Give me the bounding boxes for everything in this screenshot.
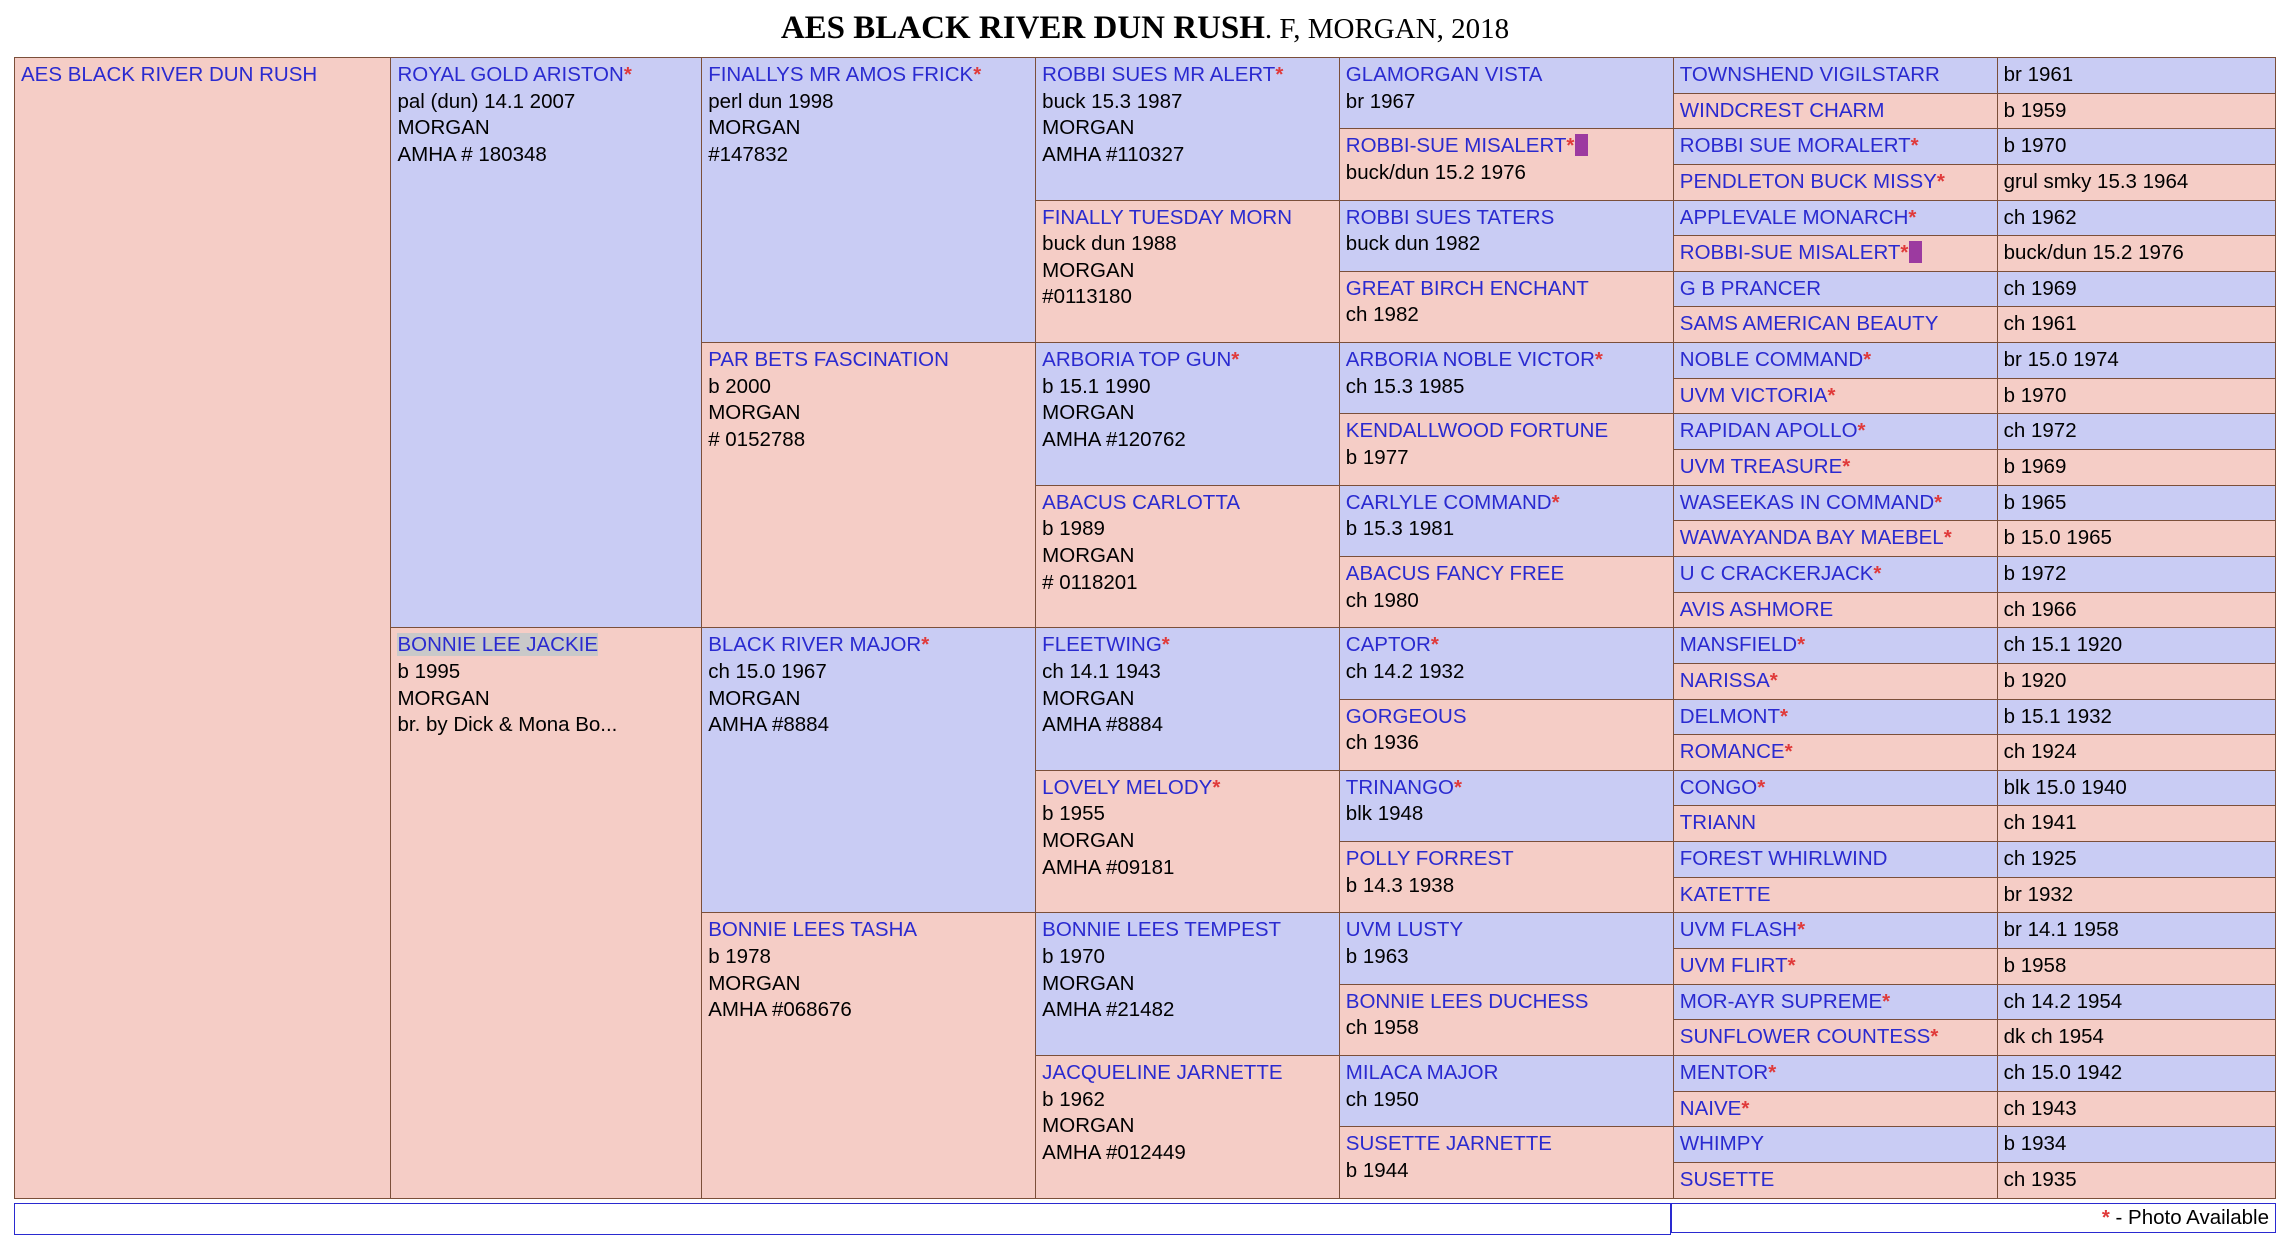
horse-detail: MORGAN (1042, 401, 1135, 425)
photo-star-icon: * (1768, 1060, 1777, 1084)
gen5-cell-4[interactable] (1339, 343, 1673, 414)
gen6-cell-17[interactable]: NARISSA* (1673, 663, 1997, 699)
horse-name: SUSETTE JARNETTE (1345, 1132, 1552, 1156)
gen6-cell-22[interactable]: FOREST WHIRLWIND (1673, 842, 1997, 878)
horse-name: ABACUS CARLOTTA (1042, 490, 1240, 514)
gen6-cell-9[interactable]: UVM VICTORIA* (1673, 378, 1997, 414)
horse-detail: buck/dun 15.2 1976 (1345, 160, 1526, 184)
gen5-cell-10[interactable] (1339, 770, 1673, 841)
color-swatch-icon (1575, 134, 1588, 156)
horse-detail-cell: ch 1966 (1997, 592, 2275, 628)
horse-detail: AMHA #8884 (1042, 713, 1163, 737)
horse-detail: b 1978 (708, 945, 771, 969)
horse-name: ROBBI-SUE MISALERT* (1346, 133, 1667, 160)
photo-star-icon: * (1934, 490, 1943, 514)
photo-available-note (1671, 1203, 2276, 1233)
gen4-cell-2[interactable] (1036, 343, 1340, 486)
photo-star-icon: * (1827, 383, 1836, 407)
horse-detail-cell: br 1932 (1997, 877, 2275, 913)
horse-name: FINALLYS MR AMOS FRICK* (708, 63, 982, 86)
horse-name: ROYAL GOLD ARISTON* (397, 63, 632, 86)
horse-name: POLLY FORREST (1345, 847, 1514, 871)
horse-detail: ch 15.0 1967 (708, 659, 827, 683)
horse-detail-cell: buck/dun 15.2 1976 (1997, 236, 2275, 272)
photo-star-icon: * (623, 63, 632, 86)
gen6-cell-16[interactable]: MANSFIELD* (1673, 628, 1997, 664)
photo-star-icon: * (1757, 775, 1766, 799)
photo-star-icon: * (1908, 205, 1917, 229)
photo-star-icon: * (1797, 918, 1806, 942)
gen6-cell-4[interactable]: APPLEVALE MONARCH* (1673, 200, 1997, 236)
horse-name: BLACK RIVER MAJOR* (708, 633, 930, 657)
photo-star-icon: * (1787, 954, 1796, 978)
horse-detail-cell: ch 1935 (1997, 1162, 2275, 1198)
gen2-cell-0[interactable] (391, 58, 702, 628)
horse-name: TRINANGO* (1345, 775, 1462, 799)
gen6-cell-26[interactable]: MOR-AYR SUPREME* (1673, 984, 1997, 1020)
gen3-cell-3[interactable] (702, 913, 1036, 1198)
horse-detail-cell: b 1970 (1997, 129, 2275, 165)
horse-detail-cell: b 15.0 1965 (1997, 521, 2275, 557)
horse-detail-cell: b 1970 (1997, 378, 2275, 414)
gen6-cell-30[interactable]: WHIMPY (1673, 1127, 1997, 1163)
gen6-cell-10[interactable]: RAPIDAN APOLLO* (1673, 414, 1997, 450)
horse-name: AES BLACK RIVER DUN RUSH (21, 63, 318, 86)
horse-detail: b 1962 (1042, 1087, 1105, 1111)
horse-detail: MORGAN (1042, 543, 1135, 567)
photo-available-text: - Photo Available (2109, 1205, 2269, 1229)
horse-detail: ch 14.1 1943 (1042, 659, 1161, 683)
horse-detail: ch 1982 (1345, 303, 1419, 327)
horse-name: KENDALLWOOD FORTUNE (1345, 419, 1609, 443)
gen6-cell-11[interactable]: UVM TREASURE* (1673, 450, 1997, 486)
gen6-cell-29[interactable]: NAIVE* (1673, 1091, 1997, 1127)
horse-name: GREAT BIRCH ENCHANT (1345, 276, 1589, 300)
gen5-cell-3[interactable] (1339, 271, 1673, 342)
photo-available-star: * (2101, 1205, 2110, 1229)
gen4-cell-5[interactable] (1036, 770, 1340, 913)
gen5-cell-12[interactable] (1339, 913, 1673, 984)
gen4-cell-4[interactable] (1036, 628, 1340, 771)
photo-star-icon: * (1842, 455, 1851, 479)
horse-name: GORGEOUS (1345, 704, 1467, 728)
gen4-cell-3[interactable] (1036, 485, 1340, 628)
horse-detail: # 0118201 (1042, 570, 1138, 594)
gen6-cell-13[interactable]: WAWAYANDA BAY MAEBEL* (1673, 521, 1997, 557)
gen4-cell-1[interactable] (1036, 200, 1340, 343)
horse-detail: #147832 (708, 142, 788, 166)
photo-star-icon: * (1741, 1096, 1750, 1120)
horse-detail: MORGAN (397, 116, 490, 140)
gen5-cell-6[interactable] (1339, 485, 1673, 556)
horse-detail-cell: dk ch 1954 (1997, 1020, 2275, 1056)
horse-name: BONNIE LEES TEMPEST (1042, 918, 1282, 942)
horse-detail: br 1967 (1345, 89, 1416, 113)
horse-detail: ch 14.2 1932 (1345, 659, 1465, 683)
gen6-cell-15[interactable]: AVIS ASHMORE (1673, 592, 1997, 628)
horse-detail-cell: blk 15.0 1940 (1997, 770, 2275, 806)
gen3-cell-2[interactable] (702, 628, 1036, 913)
horse-detail: MORGAN (708, 971, 801, 995)
horse-name: GLAMORGAN VISTA (1345, 63, 1543, 86)
horse-detail: MORGAN (708, 686, 801, 710)
horse-name: CARLYLE COMMAND* (1345, 490, 1560, 514)
horse-detail: MORGAN (397, 686, 490, 710)
page-title-suffix: . F, MORGAN, 2018 (1264, 13, 1510, 45)
horse-detail: blk 1948 (1345, 802, 1424, 826)
gen6-cell-20[interactable]: CONGO* (1673, 770, 1997, 806)
photo-star-icon: * (1784, 740, 1793, 764)
horse-detail-cell: ch 1941 (1997, 806, 2275, 842)
horse-detail: MORGAN (708, 401, 801, 425)
photo-star-icon: * (973, 63, 982, 86)
gen6-cell-12[interactable]: WASEEKAS IN COMMAND* (1673, 485, 1997, 521)
photo-star-icon: * (1930, 1025, 1939, 1049)
horse-detail-cell: br 1961 (1997, 58, 2275, 94)
gen3-cell-0[interactable] (702, 58, 1036, 343)
gen5-cell-1[interactable] (1339, 129, 1673, 200)
photo-star-icon: * (1454, 775, 1462, 799)
horse-name: CAPTOR* (1345, 633, 1439, 657)
horse-detail: b 15.1 1990 (1042, 374, 1151, 398)
page-title (0, 0, 2290, 57)
photo-star-icon: * (1161, 633, 1170, 657)
gen6-cell-1[interactable]: WINDCREST CHARM (1673, 93, 1997, 129)
horse-detail: br. by Dick & Mona Bo... (397, 713, 618, 737)
horse-detail: b 1963 (1345, 945, 1409, 969)
horse-detail: ch 1980 (1345, 588, 1419, 612)
photo-star-icon: * (1900, 241, 1909, 265)
page-title-name: AES BLACK RIVER DUN RUSH (780, 10, 1265, 46)
gen6-cell-25[interactable]: UVM FLIRT* (1673, 949, 1997, 985)
horse-detail: AMHA #110327 (1042, 142, 1185, 166)
gen6-cell-27[interactable]: SUNFLOWER COUNTESS* (1673, 1020, 1997, 1056)
gen5-cell-2[interactable] (1339, 200, 1673, 271)
horse-name: BONNIE LEES TASHA (708, 918, 918, 942)
gen6-cell-5[interactable]: ROBBI-SUE MISALERT* (1673, 236, 1997, 272)
gen5-cell-9[interactable] (1339, 699, 1673, 770)
photo-star-icon: * (1769, 668, 1778, 692)
horse-detail: ch 15.3 1985 (1345, 374, 1465, 398)
horse-detail: AMHA #120762 (1042, 428, 1186, 452)
table-row (15, 58, 2276, 94)
horse-detail-cell: ch 14.2 1954 (1997, 984, 2275, 1020)
gen6-cell-6[interactable]: G B PRANCER (1673, 271, 1997, 307)
gen4-cell-6[interactable] (1036, 913, 1340, 1056)
horse-detail: AMHA #09181 (1042, 855, 1175, 879)
horse-detail-cell: b 1959 (1997, 93, 2275, 129)
gen6-cell-18[interactable]: DELMONT* (1673, 699, 1997, 735)
horse-detail: buck dun 1982 (1345, 232, 1481, 256)
gen5-cell-15[interactable] (1339, 1127, 1673, 1198)
gen5-cell-0[interactable] (1339, 58, 1673, 129)
horse-detail: b 2000 (708, 374, 771, 398)
horse-detail: # 0152788 (708, 428, 806, 452)
horse-detail: ch 1950 (1345, 1087, 1419, 1111)
gen3-cell-1[interactable] (702, 343, 1036, 628)
horse-detail-cell: ch 15.0 1942 (1997, 1055, 2275, 1091)
gen6-cell-3[interactable]: PENDLETON BUCK MISSY* (1673, 164, 1997, 200)
gen4-cell-7[interactable] (1036, 1055, 1340, 1198)
horse-detail: AMHA #21482 (1042, 998, 1175, 1022)
photo-star-icon: * (1275, 63, 1284, 86)
horse-detail-cell: b 1934 (1997, 1127, 2275, 1163)
horse-detail-cell: b 15.1 1932 (1997, 699, 2275, 735)
gen6-cell-7[interactable]: SAMS AMERICAN BEAUTY (1673, 307, 1997, 343)
horse-detail: MORGAN (1042, 686, 1135, 710)
gen6-cell-8[interactable]: NOBLE COMMAND* (1673, 343, 1997, 379)
horse-detail-cell: grul smky 15.3 1964 (1997, 164, 2275, 200)
photo-star-icon: * (1797, 633, 1806, 657)
horse-detail: AMHA #8884 (708, 713, 829, 737)
photo-star-icon: * (1863, 348, 1872, 372)
horse-name: LOVELY MELODY* (1042, 775, 1221, 799)
horse-detail-cell: ch 1969 (1997, 271, 2275, 307)
horse-detail-cell: b 1972 (1997, 556, 2275, 592)
horse-detail: b 1970 (1042, 945, 1105, 969)
horse-detail: MORGAN (708, 116, 801, 140)
horse-detail: buck dun 1988 (1042, 232, 1177, 256)
gen6-cell-28[interactable]: MENTOR* (1673, 1055, 1997, 1091)
photo-star-icon: * (1943, 526, 1952, 550)
horse-detail: b 1955 (1042, 802, 1105, 826)
horse-detail: pal (dun) 14.1 2007 (397, 89, 576, 113)
horse-detail: b 14.3 1938 (1345, 873, 1455, 897)
horse-detail: b 1989 (1042, 517, 1105, 541)
gen6-cell-31[interactable]: SUSETTE (1673, 1162, 1997, 1198)
gen5-cell-13[interactable] (1339, 984, 1673, 1055)
horse-detail-cell: br 15.0 1974 (1997, 343, 2275, 379)
horse-detail: MORGAN (1042, 971, 1135, 995)
photo-star-icon: * (1882, 989, 1891, 1013)
horse-name: FLEETWING* (1042, 633, 1170, 657)
horse-name: BONNIE LEES DUCHESS (1345, 989, 1589, 1013)
horse-detail-cell: ch 1972 (1997, 414, 2275, 450)
pedigree-table (14, 57, 2276, 1199)
horse-name: ABACUS FANCY FREE (1345, 561, 1565, 585)
horse-detail: #0113180 (1042, 285, 1132, 309)
horse-detail: b 1995 (397, 659, 461, 683)
photo-star-icon: * (1594, 348, 1603, 372)
horse-detail: b 15.3 1981 (1345, 517, 1455, 541)
horse-detail: ch 1936 (1345, 731, 1419, 755)
horse-detail: b 1944 (1345, 1158, 1409, 1182)
gen4-cell-0[interactable] (1036, 58, 1340, 201)
horse-detail-cell: ch 1924 (1997, 735, 2275, 771)
horse-detail-cell: b 1920 (1997, 663, 2275, 699)
gen5-cell-11[interactable] (1339, 842, 1673, 913)
horse-detail: MORGAN (1042, 116, 1135, 140)
footer (14, 1203, 2276, 1235)
horse-detail: AMHA #068676 (708, 998, 852, 1022)
horse-detail: ch 1958 (1345, 1016, 1419, 1040)
horse-detail: AMHA #012449 (1042, 1140, 1186, 1164)
horse-detail: MORGAN (1042, 258, 1135, 282)
photo-star-icon: * (1857, 419, 1866, 443)
horse-detail-cell: br 14.1 1958 (1997, 913, 2275, 949)
gen6-cell-14[interactable]: U C CRACKERJACK* (1673, 556, 1997, 592)
photo-star-icon: * (1910, 134, 1919, 158)
horse-name: FINALLY TUESDAY MORN (1042, 205, 1293, 229)
horse-detail-cell: ch 1961 (1997, 307, 2275, 343)
photo-star-icon: * (1231, 348, 1240, 372)
photo-star-icon: * (1936, 169, 1945, 193)
gen6-cell-21[interactable]: TRIANN (1673, 806, 1997, 842)
subject-cell[interactable] (15, 58, 391, 1199)
photo-star-icon: * (1566, 134, 1575, 158)
gen6-cell-23[interactable]: KATETTE (1673, 877, 1997, 913)
gen5-cell-7[interactable] (1339, 556, 1673, 627)
horse-detail: MORGAN (1042, 1114, 1135, 1138)
gen5-cell-5[interactable] (1339, 414, 1673, 485)
horse-name: JACQUELINE JARNETTE (1042, 1060, 1283, 1084)
horse-detail-cell: b 1965 (1997, 485, 2275, 521)
horse-name: PAR BETS FASCINATION (708, 348, 949, 372)
photo-star-icon: * (1780, 704, 1788, 728)
photo-star-icon: * (1551, 490, 1560, 514)
horse-detail-cell: ch 1962 (1997, 200, 2275, 236)
horse-detail-cell: ch 15.1 1920 (1997, 628, 2275, 664)
gen5-cell-8[interactable] (1339, 628, 1673, 699)
horse-name: ARBORIA TOP GUN* (1042, 348, 1240, 372)
color-swatch-icon (1909, 241, 1922, 263)
horse-detail-cell: ch 1943 (1997, 1091, 2275, 1127)
horse-name: ARBORIA NOBLE VICTOR* (1345, 348, 1603, 372)
horse-detail: perl dun 1998 (708, 89, 834, 113)
horse-detail: buck 15.3 1987 (1042, 89, 1183, 113)
gen2-cell-1[interactable] (391, 628, 702, 1198)
gen6-cell-24[interactable]: UVM FLASH* (1673, 913, 1997, 949)
photo-star-icon: * (1212, 775, 1221, 799)
horse-detail: MORGAN (1042, 829, 1135, 853)
horse-detail-cell: b 1969 (1997, 450, 2275, 486)
gen5-cell-14[interactable] (1339, 1055, 1673, 1126)
photo-star-icon: * (921, 633, 930, 657)
horse-detail-cell: ch 1925 (1997, 842, 2275, 878)
footer-left-box (14, 1203, 1671, 1235)
gen6-cell-2[interactable]: ROBBI SUE MORALERT* (1673, 129, 1997, 165)
horse-name: ROBBI SUES MR ALERT* (1042, 63, 1284, 86)
horse-detail-cell: b 1958 (1997, 949, 2275, 985)
horse-name: UVM LUSTY (1345, 918, 1464, 942)
gen6-cell-19[interactable]: ROMANCE* (1673, 735, 1997, 771)
horse-name: ROBBI SUES TATERS (1345, 205, 1555, 229)
gen6-cell-0[interactable]: TOWNSHEND VIGILSTARR (1673, 58, 1997, 94)
horse-name: MILACA MAJOR (1345, 1060, 1499, 1084)
photo-star-icon: * (1430, 633, 1439, 657)
horse-detail: b 1977 (1345, 446, 1409, 470)
horse-name: BONNIE LEE JACKIE (397, 633, 598, 657)
horse-detail: AMHA # 180348 (397, 142, 547, 166)
photo-star-icon: * (1873, 561, 1882, 585)
